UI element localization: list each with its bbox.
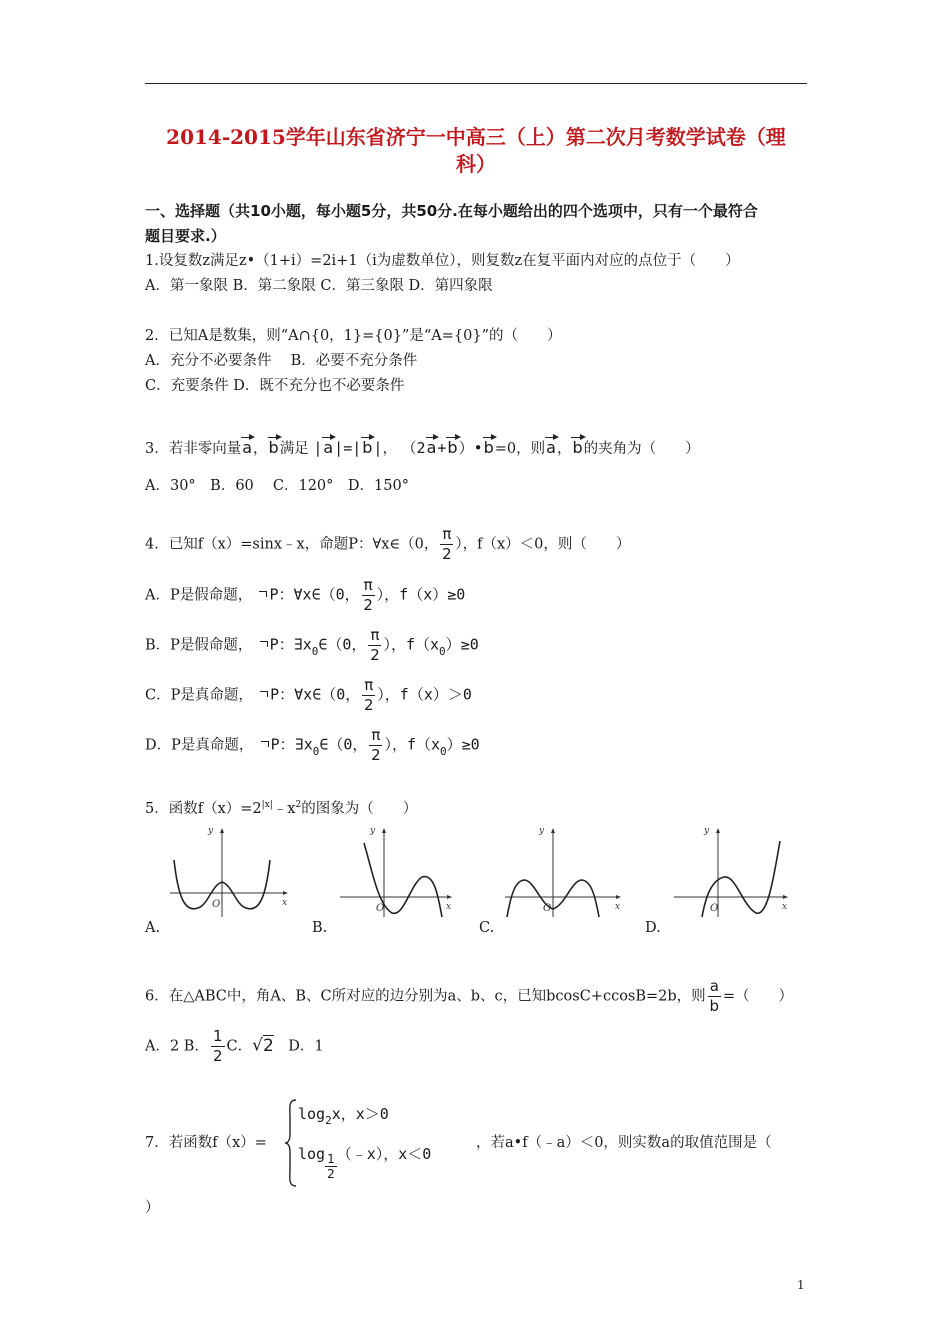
left-brace [284, 1098, 298, 1188]
sqrt-2: √2 [252, 1035, 274, 1056]
q7-suffix: ，若a•f（﹣a）＜0，则实数a的取值范围是（ [476, 1135, 772, 1151]
svg-text:y: y [539, 826, 545, 836]
title-line-1: 2014-2015学年山东省济宁一中高三（上）第二次月考数学试卷（理 [166, 125, 786, 149]
graph-a [168, 825, 293, 920]
header-rule [145, 83, 807, 84]
q7-case-1: $\log_2x$，x＞0 [298, 1105, 389, 1127]
graph-c [503, 825, 628, 920]
svg-text:x: x [615, 902, 621, 912]
svg-text:x: x [282, 898, 288, 908]
svg-text:x: x [782, 902, 788, 912]
q2-stem: 2．已知A是数集，则“A∩{0，1}={0}”是“A={0}”的（ ） [145, 328, 562, 344]
q4-option-d: D．P是真命题， P：$\exists x_0\in(0$， $\frac{\pi}{2}$ ），$f(x_0)\ge 0$ [145, 726, 480, 764]
q3-options: A．30° B．60 C．120° D．150° [145, 478, 409, 494]
section-heading-line-1: 一、选择题（共10小题，每小题5分，共50分.在每小题给出的四个选项中，只有一个最符合 [145, 202, 758, 220]
graph-b [338, 825, 463, 920]
vector-a: a [242, 438, 253, 457]
negation-symbol [260, 691, 268, 697]
page-number: 1 [797, 1278, 805, 1292]
q6-stem: 6．在△ABC中，角A、B、C所对应的边分别为a、b、c，已知bcosC+ccosB=2b，则 $\frac{a}{b}$ =（ ） [145, 977, 794, 1015]
q4-option-b: B．P是假命题， P：$\exists x_0\in(0$， $\frac{\pi}{2}$ ），$f(x_0)\ge 0$ [145, 626, 479, 664]
q2-options-line-1: A．充分不必要条件 B．必要不充分条件 [145, 353, 418, 369]
svg-text:x: x [446, 902, 452, 912]
svg-text:O: O [710, 903, 719, 914]
q7-case-2: log $\frac{1}{2}$ （﹣x），x＜0 [298, 1145, 432, 1181]
page-title [145, 124, 807, 178]
negation-symbol [259, 591, 267, 597]
magnitude-b: |b| [352, 438, 383, 457]
q6-options: A．2 B． $\frac{1}{2}$ C．√2 D．1 [145, 1027, 324, 1065]
q7-prefix: 7．若函数f（x）= [145, 1135, 267, 1151]
graph-label-b: B. [312, 920, 328, 936]
q3-stem: 3．若非零向量a，b满足 |a|=|b|， （2a+b）•b=0，则a，b的夹角为（ ） [145, 438, 700, 457]
svg-text:O: O [543, 903, 552, 914]
svg-text:y: y [208, 826, 214, 836]
q5-stem: 5．函数$f(x)=2^{|x|}﹣x^2$的图象为（ ） [145, 800, 418, 817]
negation-symbol [260, 641, 268, 647]
negation-symbol [261, 741, 269, 747]
magnitude-a: |a| [313, 438, 344, 457]
q1-stem: 1.设复数z满足z•（1+i）=2i+1（i为虚数单位），则复数z在复平面内对应的点位于（ ） [145, 253, 740, 269]
q2-options-line-2: C．充要条件 D．既不充分也不必要条件 [145, 378, 405, 394]
graph-label-d: D. [645, 920, 661, 936]
q4-stem: 4．已知f（x）=sinx﹣x，命题P：∀x∈（0， $\frac{\pi}{2}$ ），f（x）＜0，则（ ） [145, 525, 631, 563]
svg-text:O: O [212, 899, 221, 910]
graph-d [672, 825, 797, 920]
title-line-2: 科） [456, 152, 496, 176]
svg-text:O: O [376, 903, 385, 914]
q7-close: ） [145, 1200, 160, 1216]
pi-over-2: $\frac{\pi}{2}$ [442, 525, 452, 563]
graph-label-a: A. [145, 920, 161, 936]
q4-option-a: A．P是假命题， P：∀x∈（0， $\frac{\pi}{2}$ ），f（x）≥0 [145, 576, 466, 614]
a-over-b: $\frac{a}{b}$ [709, 977, 720, 1015]
q1-options: A．第一象限 B．第二象限 C．第三象限 D．第四象限 [145, 278, 493, 294]
section-heading-line-2: 题目要求.） [145, 227, 226, 245]
q4-option-c: C．P是真命题， P：∀x∈（0， $\frac{\pi}{2}$ ），f（x）＞0 [145, 676, 472, 714]
graph-label-c: C. [479, 920, 495, 936]
svg-text:y: y [704, 826, 710, 836]
one-half: $\frac{1}{2}$ [212, 1027, 223, 1065]
vector-b: b [268, 438, 279, 457]
svg-text:y: y [370, 826, 376, 836]
